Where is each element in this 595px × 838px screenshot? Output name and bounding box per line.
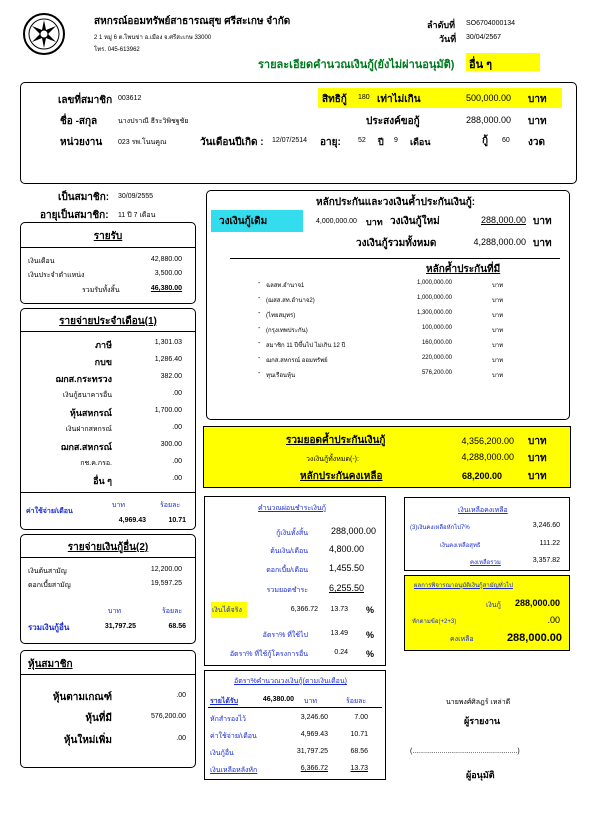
- loan-right-baht: บาท: [528, 94, 547, 105]
- old-limit-value: 4,000,000.00: [316, 218, 357, 225]
- ratio-row-value: 6,366.72: [300, 765, 328, 772]
- member-unit-label: หน่วยงาน: [60, 137, 103, 148]
- ratio-row-percent: 13.73: [350, 765, 368, 772]
- old-limit-label: วงเงินกู้เดิม: [211, 210, 303, 232]
- remaining-balance-row-label: (3)เงินคงเหลือหักไป7%: [410, 525, 470, 531]
- expense-row-value: 1,301.03: [154, 339, 182, 346]
- bullet-icon: -: [258, 310, 261, 317]
- all-loans-baht: บาท: [528, 453, 547, 464]
- loan-expense-row-label: เงินต้นสามัญ: [28, 568, 67, 575]
- income-total-value: 46,380.00: [150, 285, 182, 292]
- ratio-row-value: 3,246.60: [300, 714, 328, 721]
- loan-periods: 60: [502, 137, 510, 144]
- loan-type-badge: อื่น ๆ: [466, 53, 540, 71]
- org-address: 2 1 หมู่ 6 ต.โพนข่า อ.เมือง จ.ศรีสะเกษ 33000: [94, 35, 212, 41]
- months-label: เดือน: [410, 137, 431, 147]
- shares-title: หุ้นสมาชิก: [28, 659, 73, 670]
- income-row-value: 42,880.00: [150, 256, 182, 263]
- monthly-expense-baht-header: บาท: [112, 502, 125, 509]
- approval-loan-label: เงินกู้: [486, 602, 501, 609]
- purpose-baht: บาท: [528, 116, 547, 127]
- loan-expense-row-label: ดอกเบี้ยสามัญ: [28, 582, 71, 589]
- monthly-expense-summary-label: ค่าใช้จ่าย/เดือน: [26, 508, 73, 515]
- purpose-value: 288,000.00: [466, 115, 512, 125]
- expense-row-value: .00: [172, 390, 182, 397]
- payment-row-value: 1,455.50: [328, 563, 364, 573]
- net-income-label: เงินได้จริง: [211, 602, 247, 618]
- payment-calc-title: คำนวณผ่อนชำระเงินกู้: [258, 505, 326, 512]
- guarantee-total-label: รวมยอดค้ำประกันเงินกู้: [286, 435, 386, 446]
- shares-row-label: หุ้นใหม่เพิ่ม: [63, 735, 112, 746]
- years-label: ปี: [378, 137, 384, 147]
- remaining-balance-title: เงินเหลือคงเหลือ: [458, 507, 508, 514]
- loan-right-max-value: 500,000.00: [466, 93, 512, 103]
- collateral-item-label: (กรุงเทพประกัน): [266, 328, 308, 334]
- expense-row-label: กช.ค.กรอ.: [80, 460, 112, 467]
- loan-expense-total-percent: 68.56: [168, 623, 186, 630]
- ratio-row-value: 31,797.25: [296, 748, 328, 755]
- collateral-list-title: หลักค้ำประกันที่มี: [426, 264, 501, 275]
- expense-row-value: .00: [172, 458, 182, 465]
- collateral-item-unit: บาท: [492, 373, 504, 379]
- net-income-value: 6,366.72: [290, 606, 318, 613]
- general-rate-label: อัตรา% ที่ใช้ไป: [262, 632, 308, 639]
- remaining-balance-row-label: คงเหลือรวม: [470, 560, 501, 566]
- date-value: 30/04/2567: [466, 34, 502, 41]
- loan-right-label: สิทธิกู้: [322, 94, 347, 105]
- payment-row-value: 4,800.00: [328, 544, 364, 554]
- bullet-icon: -: [258, 340, 261, 347]
- old-limit-baht: บาท: [366, 217, 383, 227]
- remaining-guarantee-label: หลักประกันคงเหลือ: [300, 471, 383, 482]
- approver-signature-line: (......................................................): [410, 748, 520, 755]
- shares-row-value: 576,200.00: [150, 713, 186, 720]
- collateral-item-value: 1,000,000.00: [416, 280, 452, 286]
- expense-row-label: ฌกส.กระทรวง: [55, 374, 112, 384]
- collateral-item-value: 220,000.00: [421, 355, 452, 361]
- net-income-pct-sign: %: [366, 605, 375, 615]
- loan-right-multiplier: 180: [358, 94, 370, 101]
- collateral-item-value: 1,300,000.00: [416, 310, 452, 316]
- ratio-income-value: 46,380.00: [262, 696, 294, 703]
- expense-row-value: 382.00: [160, 373, 182, 380]
- total-limit-label: วงเงินกู้รวมทั้งหมด: [356, 238, 437, 249]
- project-rate-label: อัตรา% ที่ใช้กู้โครงการอื่น: [229, 651, 308, 658]
- member-name-value: นางปราณี ธีระวิพิชฐชัย: [118, 118, 189, 125]
- loan-label: กู้: [482, 135, 489, 146]
- loan-expense-baht-header: บาท: [108, 608, 121, 615]
- expense-row-value: 300.00: [160, 441, 182, 448]
- shares-row-value: .00: [176, 735, 186, 742]
- loan-expense-row-value: 12,200.00: [150, 566, 182, 573]
- periods-label: งวด: [528, 137, 545, 148]
- remaining-guarantee-baht: บาท: [528, 471, 547, 482]
- reporter-role: ผู้รายงาน: [464, 716, 501, 726]
- general-rate-pct-sign: %: [366, 630, 375, 640]
- all-loans-value: 4,288,000.00: [461, 452, 514, 462]
- member-id-label: เลขที่สมาชิก: [58, 95, 113, 106]
- collateral-item-unit: บาท: [492, 313, 504, 319]
- approval-title: ผลการพิจารณาอนุมัติเงินกู้สามัญทั่วไป: [414, 583, 513, 589]
- loan-expense-total-baht: 31,797.25: [104, 623, 136, 630]
- member-id-value: 003612: [118, 95, 142, 102]
- total-limit-value: 4,288,000.00: [473, 237, 526, 247]
- remaining-guarantee-value: 68,200.00: [461, 471, 502, 481]
- expense-row-label: อื่น ๆ: [93, 476, 112, 486]
- payment-row-label: รวมยอดชำระ: [266, 587, 308, 594]
- member-name-label: ชื่อ -สกุล: [60, 116, 98, 127]
- bullet-icon: -: [258, 355, 261, 362]
- ratio-baht-header: บาท: [304, 698, 317, 705]
- approver-role: ผู้อนุมัติ: [466, 770, 495, 780]
- collateral-item-label: ฌกส.สหกรณ์ ออมทรัพย์: [266, 358, 328, 364]
- approval-deduct-label: หักตามข้อ(+2+3): [412, 619, 457, 625]
- birth-value: 12/07/2514: [272, 137, 308, 144]
- member-since-value: 30/09/2555: [118, 193, 154, 200]
- collateral-item-unit: บาท: [492, 358, 504, 364]
- collateral-item-value: 160,000.00: [421, 340, 452, 346]
- age-months: 9: [394, 137, 398, 144]
- org-name: สหกรณ์ออมทรัพย์สาธารณสุข ศรีสะเกษ จำกัด: [94, 16, 291, 27]
- expense-row-value: .00: [172, 475, 182, 482]
- collateral-item-unit: บาท: [492, 283, 504, 289]
- collateral-item-label: สมาชิก 11 ปีขึ้นไป ไม่เกิน 12 ปี: [266, 343, 346, 349]
- remaining-balance-row-label: เงินคงเหลือสุทธิ: [440, 543, 481, 549]
- collateral-item-label: (ฌสส.สท.อำนาจ2): [266, 298, 315, 304]
- expense-row-label: ฌกส.สหกรณ์: [60, 442, 112, 452]
- ratio-row-label: เงินเหลือหลังหัก: [210, 767, 258, 774]
- bullet-icon: -: [258, 370, 261, 377]
- ratio-row-percent: 10.71: [350, 731, 368, 738]
- member-duration-label: อายุเป็นสมาชิก:: [40, 210, 109, 221]
- bullet-icon: -: [258, 325, 261, 332]
- expense-row-label: หุ้นสหกรณ์: [69, 408, 112, 418]
- guarantee-total-value: 4,356,200.00: [461, 436, 514, 446]
- loan-expense-total-label: รวมเงินกู้อื่น: [28, 623, 70, 632]
- collateral-item-unit: บาท: [492, 328, 504, 334]
- org-phone: โทร. 045-613962: [94, 47, 140, 53]
- ratio-income-label: รายได้รับ: [210, 698, 239, 705]
- collateral-item-unit: บาท: [492, 298, 504, 304]
- collateral-item-value: 576,200.00: [421, 370, 452, 376]
- payment-row-value: 6,255.50: [328, 583, 364, 593]
- remaining-balance-row-value: 111.22: [539, 540, 560, 547]
- ratio-row-value: 4,969.43: [300, 731, 328, 738]
- income-row-label: เงินประจำตำแหน่ง: [28, 272, 85, 279]
- collateral-title: หลักประกันและวงเงินค้ำประกันเงินกู้:: [316, 197, 476, 208]
- member-since-label: เป็นสมาชิก:: [58, 192, 110, 203]
- guarantee-total-baht: บาท: [528, 436, 547, 447]
- date-label: วันที่: [439, 34, 457, 44]
- monthly-expense-title: รายจ่ายประจำเดือน(1): [59, 316, 157, 327]
- expense-row-value: 1,286.40: [154, 356, 182, 363]
- ratio-row-percent: 7.00: [354, 714, 368, 721]
- member-unit-value: 023 รพ.โนนคูณ: [118, 139, 167, 146]
- ratio-percent-header: ร้อยละ: [346, 698, 367, 705]
- shares-row-label: หุ้นตามเกณฑ์: [52, 692, 112, 703]
- income-row-label: เงินเดือน: [28, 258, 55, 265]
- payment-row-label: กู้เงินทั้งสิ้น: [276, 530, 308, 537]
- loan-right-highlight: [318, 88, 562, 108]
- collateral-item-value: 1,000,000.00: [416, 295, 452, 301]
- income-title: รายรับ: [93, 231, 123, 242]
- loan-expense-title: รายจ่ายเงินกู้อื่น(2): [67, 542, 149, 553]
- ratio-row-percent: 68.56: [350, 748, 368, 755]
- income-total-label: รวมรับทั้งสิ้น: [82, 287, 120, 294]
- approval-loan-value: 288,000.00: [514, 598, 560, 608]
- collateral-item-unit: บาท: [492, 343, 504, 349]
- ratio-title: อัตรา%คำนวณวงเงินกู้(ตามเงินเดือน): [234, 678, 347, 685]
- expense-row-value: 1,700.00: [154, 407, 182, 414]
- expense-row-label: กบข: [94, 357, 112, 367]
- guarantee-summary-box: [203, 426, 571, 488]
- remaining-balance-row-value: 3,357.82: [532, 557, 560, 564]
- all-loans-label: วงเงินกู้ทั้งหมด(-):: [306, 456, 359, 463]
- purpose-label: ประสงค์ขอกู้: [366, 116, 420, 127]
- general-rate-value: 13.49: [330, 630, 348, 637]
- age-years: 52: [358, 137, 366, 144]
- monthly-expense-percent-header: ร้อยละ: [160, 502, 181, 509]
- loan-expense-row-value: 19,597.25: [150, 580, 182, 587]
- age-label: อายุ:: [320, 137, 341, 148]
- net-income-percent: 13.73: [330, 606, 348, 613]
- income-row-value: 3,500.00: [154, 270, 182, 277]
- collateral-item-label: ฉลสท.อำนาจ1: [266, 283, 305, 289]
- payment-row-label: ต้นเงิน/เดือน: [270, 548, 308, 555]
- payment-row-value: 288,000.00: [330, 526, 376, 536]
- approval-deduct-value: .00: [547, 615, 560, 625]
- collateral-item-label: (ไทยสมุทร): [266, 313, 296, 319]
- approval-remain-value: 288,000.00: [506, 632, 562, 644]
- shares-row-label: หุ้นที่มี: [85, 713, 112, 724]
- org-logo: [22, 12, 66, 56]
- total-limit-baht: บาท: [533, 238, 552, 249]
- expense-row-value: .00: [172, 424, 182, 431]
- expense-row-label: เงินกู้ธนาคารอื่น: [62, 392, 112, 399]
- payment-row-label: ดอกเบี้ย/เดือน: [266, 567, 308, 574]
- new-limit-value: 288,000.00: [480, 215, 526, 225]
- bullet-icon: -: [258, 280, 261, 287]
- loan-expense-percent-header: ร้อยละ: [162, 608, 183, 615]
- collateral-item-value: 100,000.00: [421, 325, 452, 331]
- reporter-name: นายพงศ์ศิลฎร์ เหล่าดี: [446, 699, 511, 706]
- new-limit-baht: บาท: [533, 216, 552, 227]
- ratio-row-label: หักสำรองไว้: [210, 716, 246, 723]
- birth-label: วันเดือนปีเกิด :: [200, 137, 264, 148]
- approval-remain-label: คงเหลือ: [450, 636, 474, 643]
- seq-label: ลำดับที่: [427, 20, 456, 30]
- project-rate-pct-sign: %: [366, 649, 375, 659]
- member-duration-value: 11 ปี 7 เดือน: [118, 212, 156, 219]
- collateral-item-label: ทุนเรือนหุ้น: [266, 373, 296, 379]
- monthly-expense-summary-percent: 10.71: [168, 517, 186, 524]
- seq-value: SO6704000134: [466, 20, 516, 27]
- shares-row-value: .00: [176, 692, 186, 699]
- remaining-balance-row-value: 3,246.60: [532, 522, 560, 529]
- ratio-row-label: ค่าใช้จ่าย/เดือน: [210, 733, 257, 740]
- new-limit-label: วงเงินกู้ใหม่: [390, 216, 440, 227]
- project-rate-value: 0.24: [334, 649, 348, 656]
- expense-row-label: เงินฝากสหกรณ์: [65, 426, 112, 433]
- doc-title: รายละเอียดคำนวณเงินกู้(ยังไม่ผ่านอนุมัติ): [258, 59, 455, 71]
- expense-row-label: ภาษี: [95, 340, 112, 350]
- bullet-icon: -: [258, 295, 261, 302]
- monthly-expense-summary-baht: 4,969.43: [118, 517, 146, 524]
- loan-right-max-label: เท่าไม่เกิน: [377, 94, 421, 105]
- ratio-row-label: เงินกู้อื่น: [210, 750, 234, 757]
